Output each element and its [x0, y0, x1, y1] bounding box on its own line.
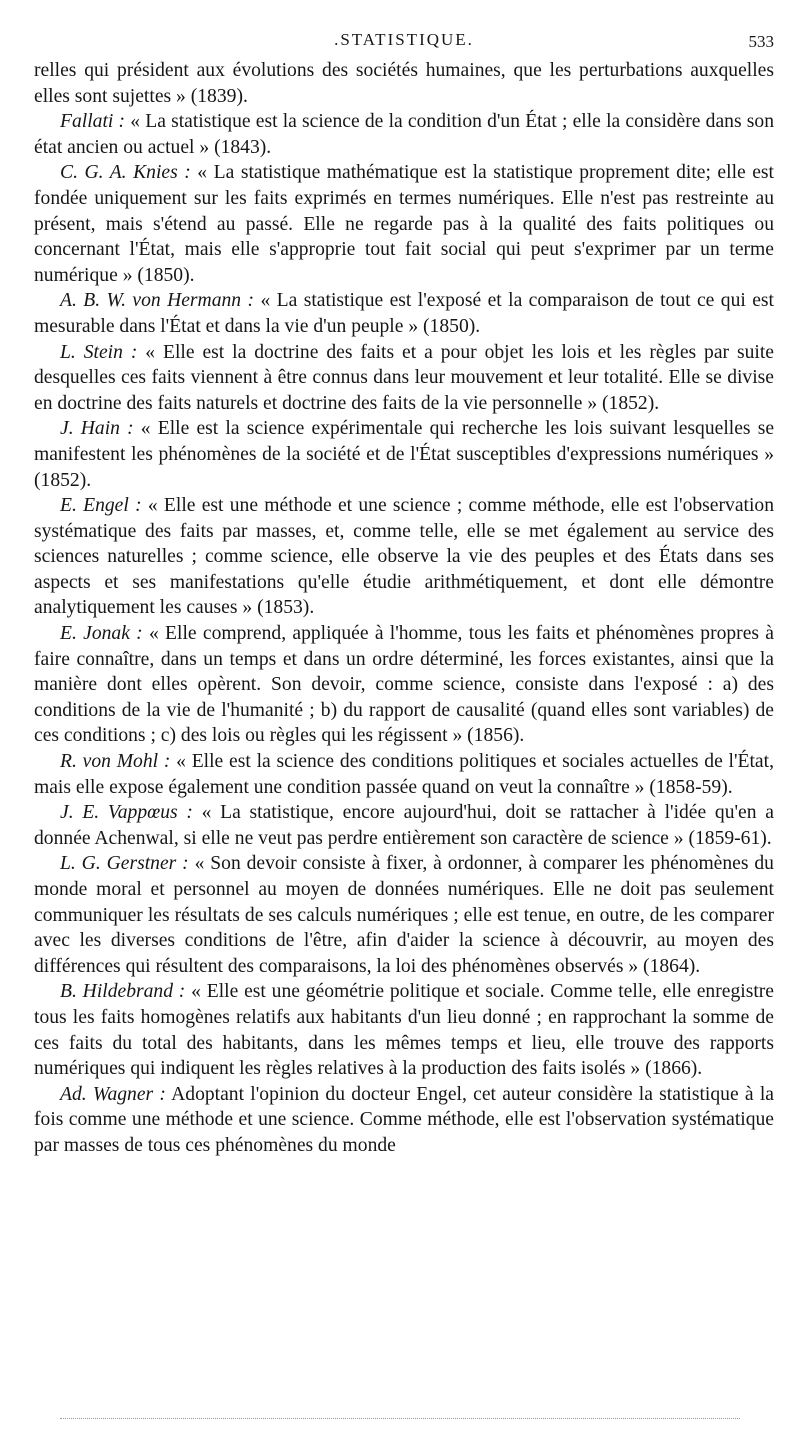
- body-text: [34, 58, 774, 1159]
- paragraph-hildebrand: [34, 979, 774, 1081]
- paragraph-hermann: [34, 288, 774, 339]
- paragraph-continuation: [34, 58, 774, 109]
- paragraph-text: « La statistique est la science de la condition d'un État ; elle la considère dans son état ancien ou actuel » (1843).: [34, 111, 774, 158]
- page-number: 533: [748, 32, 774, 51]
- paragraph-text: « La statistique est l'exposé et la comparaison de tout ce qui est mesurable dans l'État et dans la vie d'un peuple » (1850).: [34, 290, 775, 337]
- paragraph-mohl: [34, 749, 774, 800]
- author-name: Fallati :: [60, 111, 126, 133]
- paragraph-jonak: [34, 621, 774, 749]
- paragraph-text: « Elle est la science des conditions politiques et sociales actuelles de l'État, mais elle expose également une condition passée quand on veut la connaître » (1858-59).: [34, 751, 774, 798]
- paragraph-vappoeus: [34, 800, 774, 851]
- paragraph-text: « Elle est une méthode et une science ; comme méthode, elle est l'observation systématique des faits par masses, et, comme telle, elle se met également au service des sciences naturelles ; comme science, elle observe la vie des peuples et des États dans ses aspects et ses manifestations qu'elle étudie arithmétiquement, et dont elle démontre analytiquement les causes » (1853).: [34, 495, 774, 619]
- paragraph-hain: [34, 416, 774, 493]
- footer-divider: [60, 1418, 740, 1420]
- paragraph-stein: [34, 340, 774, 417]
- paragraph-text: « Elle est la doctrine des faits et a pour objet les lois et les règles par suite desquelles ces faits viennent à être connus dans leur mouvement et leur totalité. Elle se divise en doctrine des faits naturels et doctrine des faits de la vie personnelle » (1852).: [34, 341, 775, 414]
- paragraph-wagner: [34, 1082, 774, 1159]
- book-page: [34, 28, 774, 1159]
- author-name: Ad. Wagner :: [60, 1083, 166, 1105]
- author-name: E. Engel :: [60, 495, 142, 517]
- paragraph-text: Adoptant l'opinion du docteur Engel, cet auteur considère la statistique à la fois comme une méthode et une science. Comme méthode, elle est l'observation systématique par masses de tous ces phénomènes du monde: [34, 1083, 774, 1156]
- paragraph-knies: [34, 160, 774, 288]
- running-title: .STATISTIQUE.: [334, 30, 474, 49]
- running-header: [34, 28, 774, 58]
- author-name: E. Jonak :: [60, 623, 143, 645]
- author-name: A. B. W. von Hermann :: [60, 290, 255, 312]
- paragraph-text: « Son devoir consiste à fixer, à ordonner, à comparer les phénomènes du monde moral et personnel au moyen de données numériques. Elle ne doit pas seulement communiquer les résultats de ses calculs numériques ; elle est tenue, en outre, de les comparer avec les diverses conditions de l'être, afin d'aider la science à découvrir, au moyen des différences qui résultent des comparaisons, la loi des phénomènes observés » (1864).: [34, 853, 774, 977]
- paragraph-text: « La statistique mathématique est la statistique proprement dite; elle est fondée uniquement sur les faits exprimés en termes numériques. Elle n'est pas restreinte au présent, mais s'étend au passé. Elle ne regarde pas à la qualité des faits politiques ou concernant l'État, mais elle s'approprie tout fait social qui peut s'exprimer par un terme numérique » (1850).: [34, 162, 774, 286]
- paragraph-fallati: [34, 109, 774, 160]
- paragraph-text: « Elle est une géométrie politique et sociale. Comme telle, elle enregistre tous les faits homogènes relatifs aux habitants d'un lieu donné ; en rapprochant la somme de ces faits du total des habitants, dans les mêmes temps et lieu, elle trouve des rapports numériques qui indiquent les règles relatives à la production des faits isolés » (1866).: [34, 981, 774, 1080]
- paragraph-text: « Elle comprend, appliquée à l'homme, tous les faits et phénomènes propres à faire connaître, dans un temps et dans un ordre déterminé, les forces existantes, ainsi que la manière dont elles opèrent. Son devoir, comme science, consiste dans l'exposé : a) des conditions de la vie de l'humanité ; b) du rapport de causalité (quand elles sont variables) de ces conditions ; c) des lois ou règles qui les régissent » (1856).: [34, 623, 774, 747]
- author-name: C. G. A. Knies :: [60, 162, 191, 184]
- paragraph-engel: [34, 493, 774, 621]
- author-name: L. G. Gerstner :: [60, 853, 189, 875]
- paragraph-text: relles qui président aux évolutions des sociétés humaines, que les perturbations auxquelles elles sont sujettes » (1839).: [34, 60, 774, 107]
- author-name: J. E. Vappœus :: [60, 802, 193, 824]
- paragraph-gerstner: [34, 851, 774, 979]
- paragraph-text: « La statistique, encore aujourd'hui, doit se rattacher à l'idée qu'en a donnée Achenwal, si elle ne veut pas perdre entièrement son caractère de science » (1859-61).: [34, 802, 774, 849]
- author-name: J. Hain :: [60, 418, 134, 440]
- author-name: R. von Mohl :: [60, 751, 171, 773]
- author-name: B. Hildebrand :: [60, 981, 186, 1003]
- author-name: L. Stein :: [60, 341, 138, 363]
- paragraph-text: « Elle est la science expérimentale qui recherche les lois suivant lesquelles se manifestent les phénomènes de la société et de l'État susceptibles d'expressions numériques » (1852).: [34, 418, 775, 491]
